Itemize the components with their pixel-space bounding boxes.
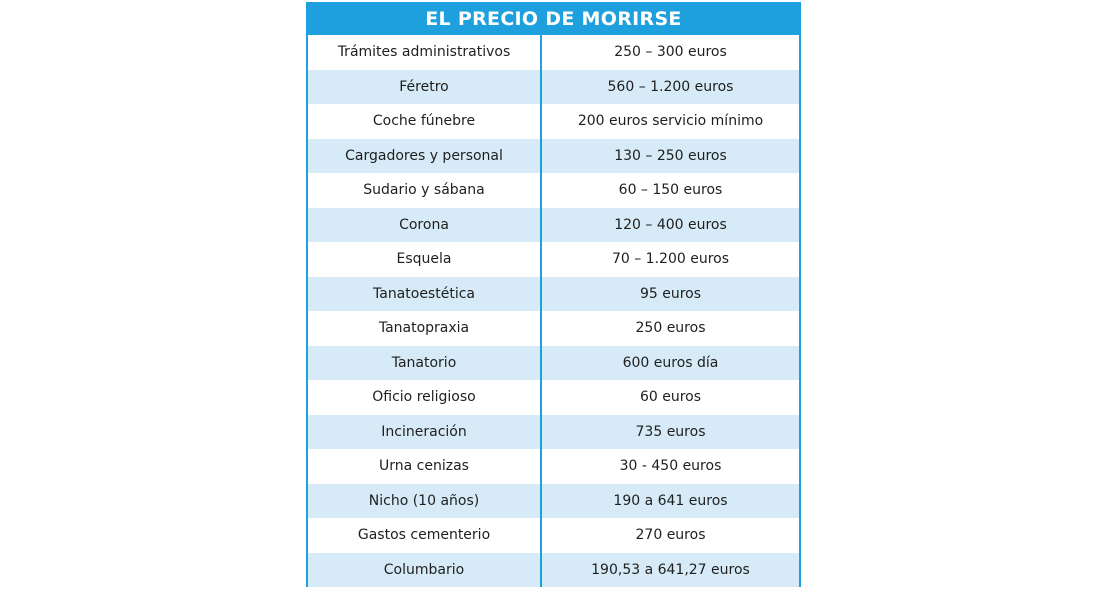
price-cell: 190,53 a 641,27 euros	[591, 561, 750, 578]
table-row	[308, 311, 799, 346]
table-row	[308, 35, 799, 70]
table-row	[308, 553, 799, 588]
concept-cell: Sudario y sábana	[308, 173, 542, 208]
concept-cell: Tanatopraxia	[308, 311, 542, 346]
price-cell: 70 – 1.200 euros	[611, 251, 730, 268]
table-row	[308, 173, 799, 208]
price-cell: 600 euros día	[622, 354, 719, 371]
price-cell: 30 - 450 euros	[619, 458, 722, 475]
concept-cell: Tanatoestética	[308, 277, 542, 312]
price-cell: 190 a 641 euros	[613, 492, 728, 509]
price-cell: 120 – 400 euros	[614, 216, 727, 233]
table-row	[308, 518, 799, 553]
table-row	[308, 139, 799, 174]
table-row	[308, 484, 799, 519]
table-row	[308, 415, 799, 450]
concept-cell: Trámites administrativos	[308, 35, 542, 70]
price-cell: 270 euros	[635, 527, 706, 544]
concept-cell: Gastos cementerio	[308, 518, 542, 553]
table-row	[308, 277, 799, 312]
concept-cell: Columbario	[308, 553, 542, 588]
table-body	[308, 35, 799, 587]
table-title: EL PRECIO DE MORIRSE	[308, 2, 799, 35]
table-row	[308, 380, 799, 415]
concept-cell: Esquela	[308, 242, 542, 277]
table-row	[308, 208, 799, 243]
concept-cell: Tanatorio	[308, 346, 542, 381]
concept-cell: Cargadores y personal	[308, 139, 542, 174]
concept-cell: Coche fúnebre	[308, 104, 542, 139]
table-row	[308, 104, 799, 139]
concept-cell: Corona	[308, 208, 542, 243]
table-row	[308, 346, 799, 381]
table-row	[308, 242, 799, 277]
concept-cell: Incineración	[308, 415, 542, 450]
concept-cell: Oficio religioso	[308, 380, 542, 415]
price-cell: 250 – 300 euros	[614, 44, 727, 61]
concept-cell: Nicho (10 años)	[308, 484, 542, 519]
price-cell: 60 – 150 euros	[618, 182, 723, 199]
price-cell: 60 euros	[639, 389, 702, 406]
price-cell: 735 euros	[635, 423, 706, 440]
price-table	[306, 2, 801, 587]
concept-cell: Féretro	[308, 70, 542, 105]
price-cell: 95 euros	[639, 285, 702, 302]
price-cell: 130 – 250 euros	[614, 147, 727, 164]
concept-cell: Urna cenizas	[308, 449, 542, 484]
table-row	[308, 449, 799, 484]
price-cell: 200 euros servicio mínimo	[577, 113, 764, 130]
price-cell: 560 – 1.200 euros	[607, 78, 734, 95]
price-cell: 250 euros	[635, 320, 706, 337]
table-row	[308, 70, 799, 105]
